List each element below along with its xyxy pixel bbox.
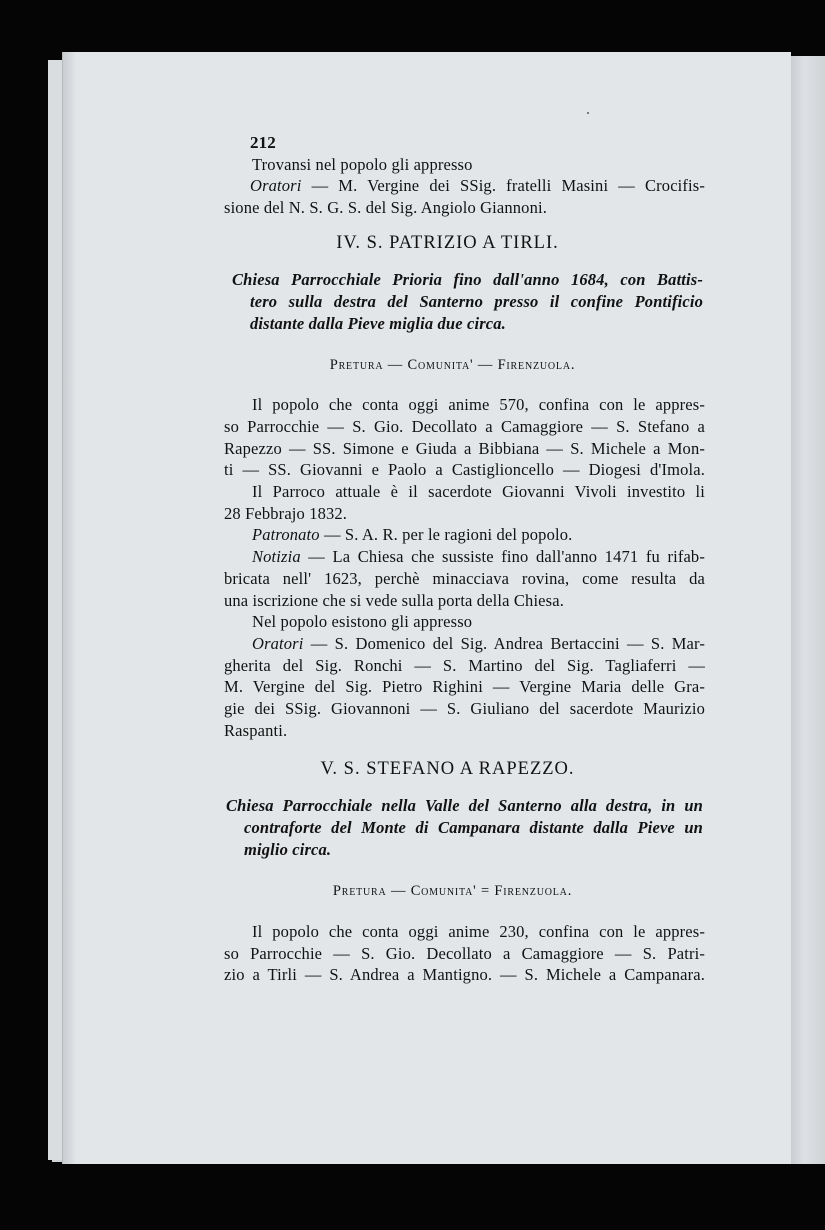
ink-speck	[587, 112, 589, 114]
oratori-text: — S. Domenico del Sig. Andrea Bertaccini — S. Mar-	[310, 633, 705, 653]
body-line: Raspanti.	[224, 720, 288, 740]
section-iv-jurisdiction: Pretura — Comunita' — Firenzuola.	[329, 356, 576, 373]
intro-oratori-line	[224, 175, 705, 197]
body-line: M. Vergine del Sig. Pietro Righini — Vergine Maria delle Gra-	[224, 677, 705, 697]
intro-line: Trovansi nel popolo gli appresso	[252, 154, 473, 174]
description-line: miglio circa.	[244, 840, 332, 860]
description-line: tero sulla destra del Santerno presso il confine Pontificio	[250, 291, 703, 311]
description-line: contraforte del Monte di Campanara distante dalla Pieve un	[244, 818, 703, 838]
body-line: Il popolo che conta oggi anime 570, confina con le appres-	[252, 395, 705, 415]
body-line: Rapezzo — SS. Simone e Giuda a Bibbiana — S. Michele a Mon-	[224, 438, 705, 458]
body-line: ti — SS. Giovanni e Paolo a Castiglioncello — Diogesi d'Imola.	[224, 460, 705, 480]
body-line: bricata nell' 1623, perchè minacciava rovina, come resulta da	[224, 568, 705, 588]
intro-line: sione del N. S. G. S. del Sig. Angiolo Giannoni.	[224, 198, 547, 218]
patronato-label: Patronato	[252, 525, 320, 545]
patronato-text: — S. A. R. per le ragioni del popolo.	[323, 525, 573, 545]
body-line: so Parrocchie — S. Gio. Decollato a Camaggiore — S. Patri-	[224, 943, 705, 963]
intro-line: — M. Vergine dei SSig. fratelli Masini — Crocifis-	[311, 176, 705, 196]
section-v-jurisdiction: Pretura — Comunita' = Firenzuola.	[332, 883, 573, 900]
body-line: una iscrizione che si vede sulla porta della Chiesa.	[224, 590, 564, 610]
section-heading-iv: IV. S. PATRIZIO A TIRLI.	[336, 232, 559, 253]
body-line: Il Parroco attuale è il sacerdote Giovanni Vivoli investito li	[252, 482, 705, 502]
section-heading-v: V. S. STEFANO A RAPEZZO.	[320, 759, 575, 780]
body-line: Nel popolo esistono gli appresso	[252, 612, 473, 632]
oratori-label: Oratori	[250, 176, 302, 196]
description-line: Chiesa Parrocchiale nella Valle del Santerno alla destra, in un	[226, 796, 703, 816]
body-line: gie dei SSig. Giovannoni — S. Giuliano del sacerdote Maurizio	[224, 699, 705, 719]
oratori-label: Oratori	[252, 633, 304, 653]
notizia-label: Notizia	[252, 547, 301, 567]
body-line: gherita del Sig. Ronchi — S. Martino del Sig. Tagliaferri —	[224, 655, 705, 675]
section-iv-body	[160, 394, 705, 741]
page-text	[160, 132, 705, 986]
oratori-line	[224, 633, 705, 655]
section-iv-description	[160, 269, 705, 335]
section-v-body	[160, 921, 705, 986]
description-line: distante dalla Pieve miglia due circa.	[250, 313, 506, 333]
body-line: zio a Tirli — S. Andrea a Mantigno. — S. Michele a Campanara.	[224, 965, 705, 985]
notizia-line	[224, 546, 705, 568]
body-line: so Parrocchie — S. Gio. Decollato a Camaggiore — S. Stefano a	[224, 416, 705, 436]
page-number: 212	[250, 133, 276, 152]
patronato-line	[224, 524, 705, 546]
section-v-description	[160, 795, 705, 861]
facing-page-edge	[790, 56, 825, 1164]
body-line: 28 Febbrajo 1832.	[224, 503, 348, 523]
description-line: Chiesa Parrocchiale Prioria fino dall'anno 1684, con Battis-	[232, 269, 703, 289]
notizia-text: — La Chiesa che sussiste fino dall'anno 1471 fu rifab-	[308, 547, 705, 567]
intro-block	[160, 154, 705, 219]
body-line: Il popolo che conta oggi anime 230, confina con le appres-	[252, 921, 705, 941]
